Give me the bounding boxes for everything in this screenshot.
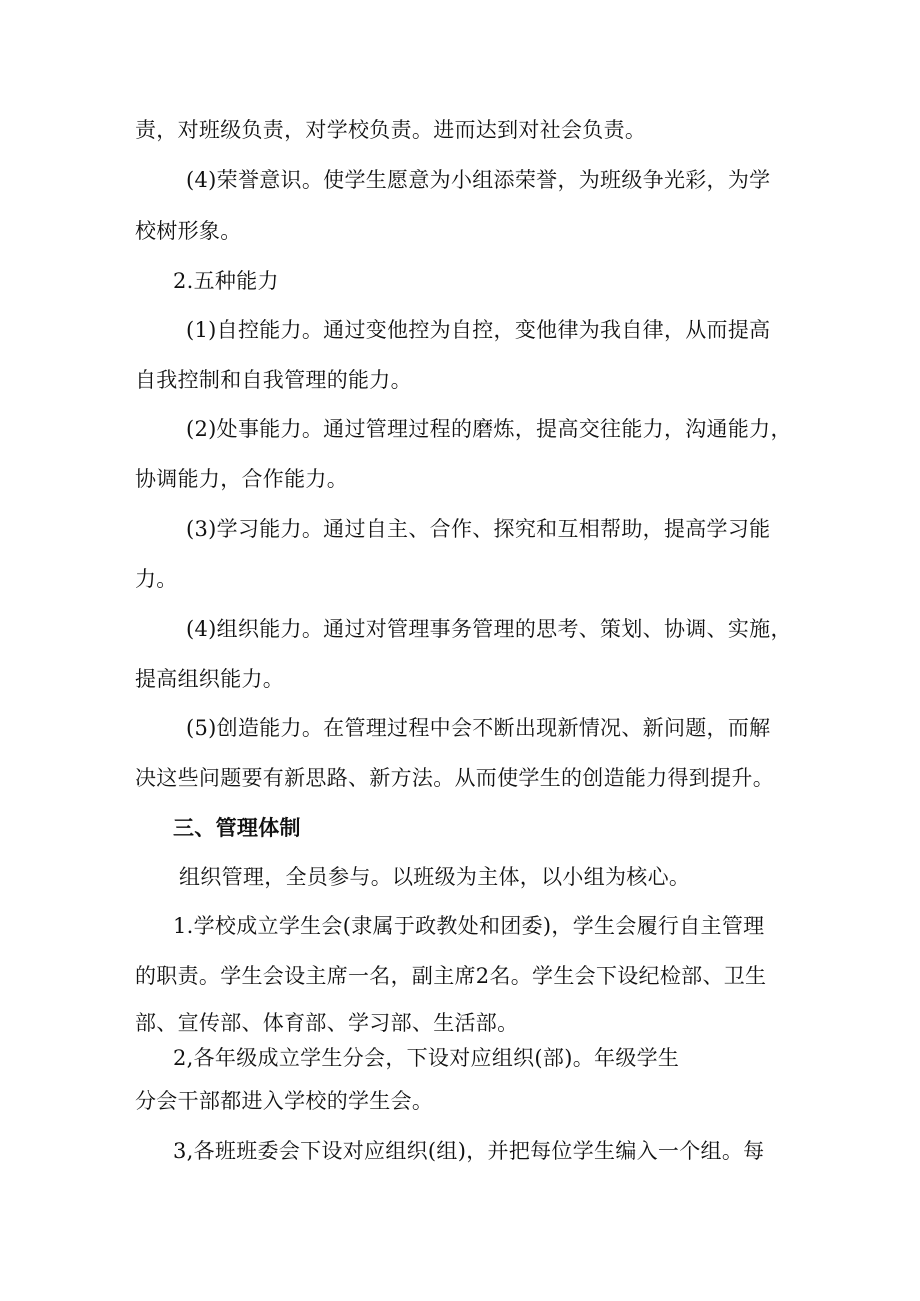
text-line: 2,各年级成立学生分会，下设对应组织(部)。年级学生 — [173, 1046, 680, 1070]
text-line: (4)荣誉意识。使学生愿意为小组添荣誉，为班级争光彩，为学 — [186, 168, 771, 192]
text-line: 校树形象。 — [135, 219, 242, 243]
text-line: 的职责。学生会设主席一名，副主席2名。学生会下设纪检部、卫生 — [135, 964, 767, 988]
text-line: 决这些问题要有新思路、新方法。从而使学生的创造能力得到提升。 — [135, 766, 774, 790]
text-line: (1)自控能力。通过变他控为自控，变他律为我自律，从而提高 — [186, 318, 771, 342]
section-subheading: 2.五种能力 — [173, 269, 279, 293]
text-line: 分会干部都进入学校的学生会。 — [135, 1089, 434, 1113]
text-line: 3,各班班委会下设对应组织(组)，并把每位学生编入一个组。每 — [173, 1139, 765, 1163]
text-line: 组织管理，全员参与。以班级为主体，以小组为核心。 — [179, 865, 691, 889]
text-line: 1.学校成立学生会(隶属于政教处和团委)，学生会履行自主管理 — [173, 914, 765, 938]
text-line: 协调能力，合作能力。 — [135, 467, 348, 491]
text-line: 提高组织能力。 — [135, 667, 285, 691]
text-line: 部、宣传部、体育部、学习部、生活部。 — [135, 1011, 519, 1035]
section-heading: 三、管理体制 — [173, 816, 301, 840]
text-line: (5)创造能力。在管理过程中会不断出现新情况、新问题，而解 — [186, 716, 771, 740]
text-line: (4)组织能力。通过对管理事务管理的思考、策划、协调、实施， — [186, 617, 792, 641]
text-line: 自我控制和自我管理的能力。 — [135, 368, 412, 392]
text-line: (3)学习能力。通过自主、合作、探究和互相帮助，提高学习能 — [186, 517, 771, 541]
text-line: (2)处事能力。通过管理过程的磨炼，提高交往能力，沟通能力， — [186, 417, 792, 441]
text-line: 责，对班级负责，对学校负责。进而达到对社会负责。 — [135, 118, 647, 142]
text-line: 力。 — [135, 567, 178, 591]
